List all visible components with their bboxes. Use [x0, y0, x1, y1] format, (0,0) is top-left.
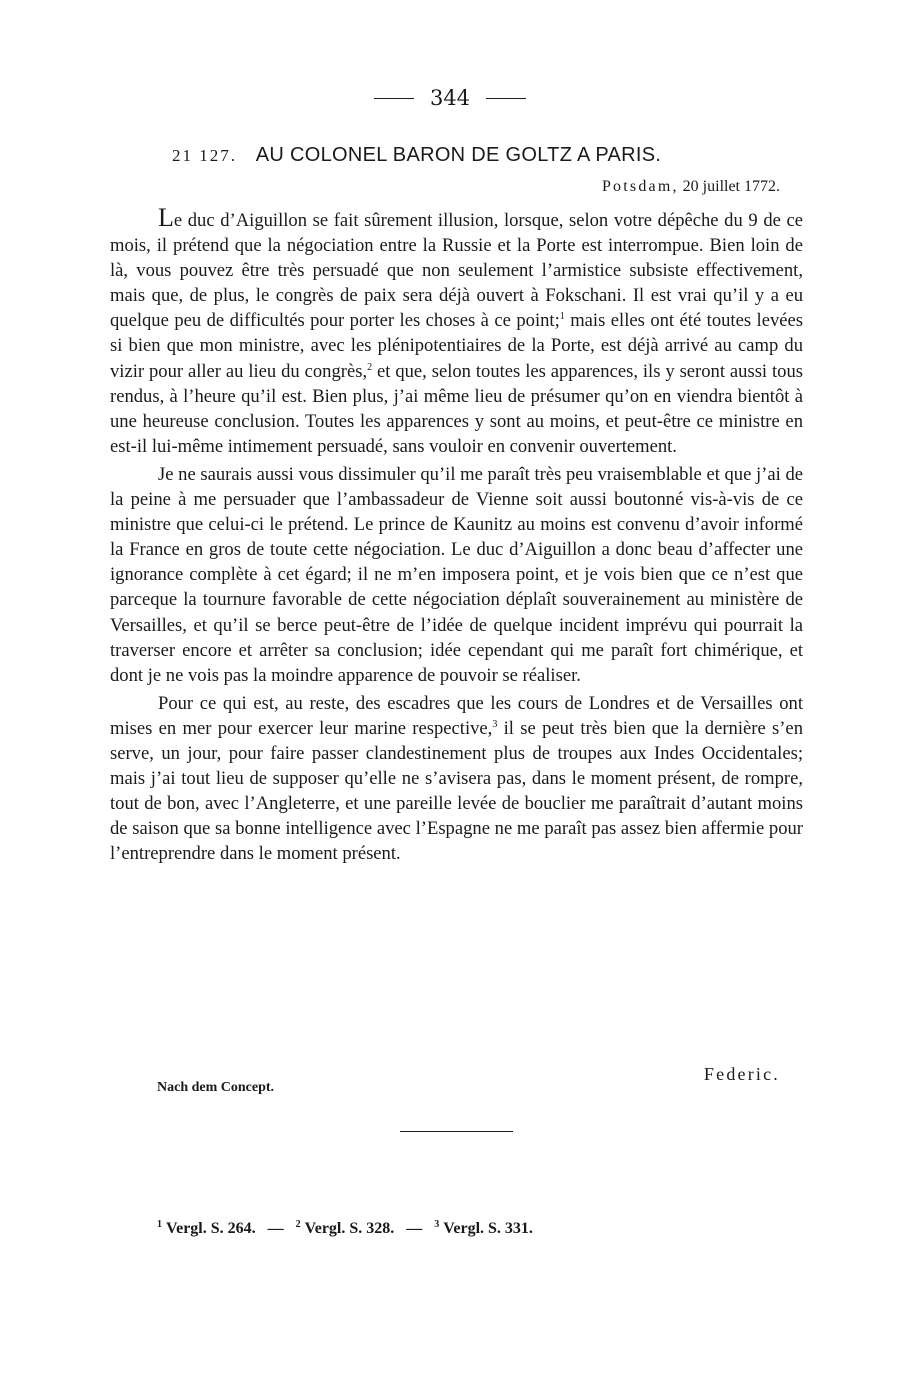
footnote-2-text: Vergl. S. 328.: [304, 1220, 395, 1237]
dateline: [602, 178, 780, 196]
footnote-1: [157, 1220, 256, 1237]
footnote-3-mark: 3: [434, 1218, 440, 1230]
letter-body: [110, 205, 803, 866]
footnote-1-mark: 1: [157, 1218, 162, 1230]
footnote-separator: —: [267, 1220, 284, 1237]
paragraph-1-part-c: et que, selon toutes les apparences, ils y seront aussi tous rendus, à l’heure qu’il est. Bien plus, j’ai même lieu de présumer qu’on en viendra bientôt à une heureuse conclusion. Toutes les apparences y sont au moins, et peut-être ce ministre en est-il lui-même intimement persuadé, sans vouloir en convenir ouvertement.: [110, 360, 803, 457]
footnote-1-text: Vergl. S. 264.: [166, 1220, 256, 1237]
paragraph-2: Je ne saurais aussi vous dissimuler qu’il me paraît très peu vraisemblable et que j’ai de la peine à me persuader que l’ambassadeur de Vienne soit aussi boutonné vis-à-vis de ce ministre que celui-ci le prétend. Le prince de Kaunitz au moins est convenu d’avoir informé la France en gros de toute cette négociation. Le duc d’Aiguillon a donc beau d’affecter une ignorance complète à cet égard; il ne m’en imposera point, et je vois bien que ce n’est que parceque la tournure favorable de cette négociation déplaît souverainement au ministère de Versailles, et qu’il se berce peut-être de l’idée de quelque incident imprévu qui pourrait la traverser encore et arrêter sa conclusion; idée cependant qui me paraît fort chimérique, et dont je ne vois pas la moindre apparence de pouvoir se réaliser.: [110, 463, 803, 686]
page-number-rule-left: [374, 98, 414, 99]
letter-title: AU COLONEL BARON DE GOLTZ A PARIS.: [255, 144, 662, 166]
source-note: Nach dem Concept.: [157, 1080, 275, 1095]
dateline-place: Potsdam,: [601, 178, 679, 195]
footnotes: [157, 1220, 533, 1238]
footnote-3: [434, 1220, 533, 1237]
paragraph-3-part-a: Pour ce qui est, au reste, des escadres que les cours de Londres et de Versailles ont mises en mer pour exercer leur marine respective,: [110, 692, 803, 739]
page-number-rule-right: [486, 98, 526, 99]
letter-number: 21 127.: [172, 146, 237, 165]
paragraph-3-part-b: il se peut très bien que la dernière s’en serve, un jour, pour faire passer clandestinement plus de troupes aux Indes Occidentales; mais j’ai tout lieu de supposer qu’elle ne s’avisera pas, dans le moment présent, de rompre, tout de bon, avec l’Angleterre, et une pareille levée de bouclier me paraîtrait d’autant moins de saison que sa bonne intelligence avec l’Espagne ne me paraît pas assez bien affermie pour l’entreprendre dans le moment présent.: [110, 717, 803, 865]
footnote-ref-3: 3: [492, 718, 498, 730]
footnote-2-mark: 2: [295, 1218, 301, 1230]
footnote-3-text: Vergl. S. 331.: [443, 1220, 533, 1237]
footnote-separator: —: [406, 1220, 423, 1237]
footnote-2: [296, 1220, 395, 1237]
paragraph-3: [110, 691, 803, 867]
signature: Federic.: [703, 1064, 780, 1084]
paragraph-1-part-b: mais elles ont été toutes levées si bien que mon ministre, avec les plénipotentiaires de la Porte, est déjà arrivé au camp du vizir pour aller au lieu du congrès,: [110, 310, 803, 382]
footnote-ref-2: 2: [367, 361, 373, 373]
paragraph-1-part-a: Le duc d’Aiguillon se fait sûrement illusion, lorsque, selon votre dépêche du 9 de ce mois, il prétend que la négociation entre la Russie et la Porte est interrompue. Bien loin de là, vous pouvez être très persuadé que non seulement l’armistice subsiste effectivement, mais que, de plus, le congrès de paix sera déjà ouvert à Fokschani. Il est vrai qu’il y a eu quelque peu de difficultés pour porter les choses à ce point;: [110, 203, 803, 332]
page-number: [0, 86, 900, 110]
footnote-divider: [400, 1131, 513, 1132]
page-number-text: 344: [429, 86, 471, 110]
footnote-ref-1: 1: [559, 311, 565, 323]
paragraph-1: [110, 205, 803, 459]
letter-heading: [172, 144, 792, 167]
dateline-date: 20 juillet 1772.: [682, 178, 780, 195]
